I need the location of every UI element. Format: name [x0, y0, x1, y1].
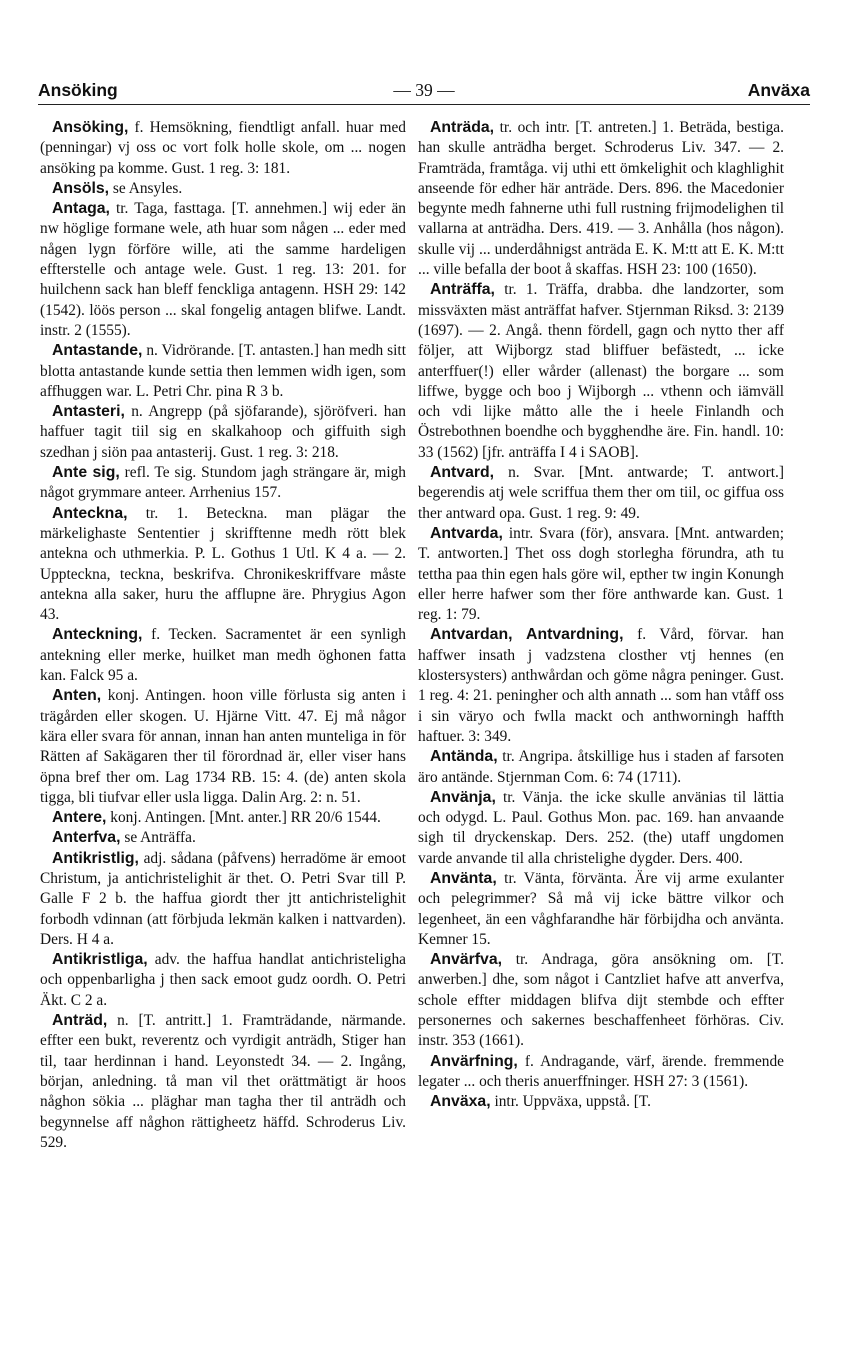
dictionary-entry [40, 686, 406, 808]
header-last-headword: Anväxa [747, 80, 810, 100]
dictionary-entry [418, 788, 784, 869]
entry-text: n. Svar. [Mnt. antwarde; T. antwort.] begerendis atj wele scriffua them ther om tiil, oc giffua oss ther antward opa. Gust. 1 reg. 9: 49. [418, 464, 784, 522]
entry-text: konj. Antingen. hoon ville förlusta sig anten i trägården eller skogen. U. Hjärne Vitt. 47. Ej må någor kära eller svara för annan, innan han anten munteliga in för Rätten af Sakägaren ther til förordnad är, eller viser hans öpna bref ther om. Lag 1734 RB. 15: 4. (de) anten skola tigga, bli tiufvar eller usla ligga. Dalin Arg. 2: n. 51. [40, 687, 406, 806]
page-header [38, 74, 810, 104]
entry-headword: Antvardan, Antvardning, [430, 626, 624, 644]
dictionary-entry [40, 341, 406, 402]
dictionary-entry [418, 118, 784, 280]
entry-headword: Antvarda, [430, 524, 503, 542]
entry-headword: Anväxa, [430, 1093, 491, 1111]
entry-text: tr. Taga, fasttaga. [T. annehmen.] wij eder än nw höglige formane wele, ath huar som någen ... eder med någen lygn förföre wille, ati the samme hardeligen effterstelle och antage wele. Gust. 1 reg. 13: 201. for huilchenn sack han bleff fenckliga antagenn. HSH 29: 142 (1542). löös person ... skal fongelig antagen blifwe. Landt. instr. 2 (1555). [40, 200, 406, 339]
entry-headword: Antikristliga, [52, 951, 148, 969]
dictionary-entry [418, 625, 784, 747]
entry-text: n. Angrepp (på sjöfarande), sjöröfveri. han haffuer tagit tiil sig en skalkahoop och giffuith sigh szedhan j siön paa antasterij. Gust. 1 reg. 3: 218. [40, 403, 406, 461]
entry-headword: Antvard, [430, 464, 495, 482]
dictionary-entry [40, 504, 406, 626]
entry-text: tr. och intr. [T. antreten.] 1. Beträda, bestiga. han skulle anträdha berget. Schroderus Liv. 347. — 2. Framträda, framtåga. vij uthi ett ömkelighit och klaghlighit anseende för edher här anträde. Ders. 896. the Macedonier begynte medh fahnerne uthi full rustning frijmodelighen til vallarna at anträdha. Ders. 419. — 3. Anhålla (hos någon). skulle vij ... underdåhnigst anträda E. K. M:tt att E. K. M:tt ... ville befalla der boot å skaffas. HSH 23: 100 (1650). [418, 119, 784, 279]
dictionary-entry [40, 849, 406, 950]
dictionary-entry [40, 808, 406, 828]
entry-headword: Ansöking, [52, 119, 129, 136]
entry-text: tr. 1. Beteckna. man plägar the märkelighaste Sententier j skrifftenne medh rött blek antekna och uthmerkia. P. L. Gothus 1 Utl. K 4 a. — 2. Uppteckna, teckna, beskrifva. Chronikeskriffvare måste antekna alla saker, huru the afflupne äre. Phrygius Agon 43. [40, 504, 406, 624]
entry-headword: Antaga, [52, 200, 110, 218]
dictionary-entry [40, 625, 406, 686]
page-number: — 39 — [393, 80, 455, 100]
entry-headword: Ansöls, [52, 179, 110, 197]
dictionary-entry [40, 118, 406, 179]
entry-text: refl. Te sig. Stundom jagh strängare är, migh något grymmare anteer. Arrhenius 157. [40, 464, 406, 502]
dictionary-entry [40, 828, 406, 848]
entry-headword: Anteckning, [52, 626, 143, 644]
entry-headword: Anteckna, [52, 504, 128, 522]
entry-headword: Antända, [430, 748, 498, 766]
entry-headword: Anträd, [52, 1012, 108, 1030]
left-column [40, 118, 406, 1153]
dictionary-entry [418, 524, 784, 625]
entry-headword: Använja, [430, 788, 496, 806]
entry-text: tr. 1. Träffa, drabba. dhe landzorter, som missväxten mäst anträffat hafver. Stjernman Riksd. 3: 2139 (1697). — 2. Angå. thenn fördell, gagn och nytto ther aff följer, att Wijborgz stad bliffuer befästedt, ... icke anterffuer(!) eller wårder (allenast) the borgare ... som liffwe, bygge och boo j Wijborgh ... vthenn och iämväll och vdi lijke måtto alle the i heele Finlandh och Östrebothnen boendhe och bygghendhe äre. Fin. handl. 10: 33 (1562) [jfr. anträffa I 4 i SAOB]. [418, 281, 784, 461]
right-column [418, 118, 784, 1113]
entry-text: f. Hemsökning, fiendtligt anfall. huar med (penningar) vj oss oc vort folk holle skole, om ... nogen ansöking pa komme. Gust. 1 reg. 3: 181. [40, 119, 406, 177]
dictionary-entry [418, 869, 784, 950]
dictionary-entry [418, 1052, 784, 1093]
dictionary-entry [418, 747, 784, 788]
entry-text: n. Vidrörande. [T. antasten.] han medh sitt blotta antastande kunde settia then lemmen widh igen, som affhuggen war. L. Petri Chr. pina R 3 b. [40, 342, 406, 400]
entry-headword: Antere, [52, 809, 107, 827]
entry-headword: Anvärfning, [430, 1052, 518, 1070]
dictionary-entry [40, 199, 406, 341]
entry-text: intr. Svara (för), ansvara. [Mnt. antwarden; T. antworten.] Thet oss dogh storlegha förundra, ath tu tettha paa thin egen hals göre wil, epther tw ingin Konungh eller herre hafwer som ther före anthwarde kan. Gust. 1 reg. 1: 79. [418, 524, 784, 624]
dictionary-entry [40, 1011, 406, 1153]
entry-headword: Anterfva, [52, 829, 121, 847]
dictionary-entry [418, 950, 784, 1051]
dictionary-entry [40, 179, 406, 199]
entry-text: tr. Vänja. the icke skulle använias til lättia och odygd. L. Paul. Gothus Mon. pac. 169. han anvaande sigh til dryckenskap. Ders. 252. (the) utaff ungdomen varde anvande til alla christelighe dygder. Ders. 400. [418, 788, 784, 867]
entry-headword: Antasteri, [52, 403, 125, 421]
entry-text: intr. Uppväxa, uppstå. [T. [490, 1093, 652, 1111]
entry-headword: Anten, [52, 687, 102, 705]
dictionary-entry [40, 402, 406, 463]
entry-text: adj. sådana (påfvens) herradöme är emoot Christum, ja antichristelighit är thet. O. Petri Svar till P. Galle F 2 b. the haffua giordt ther jtt antichristelighit forbodh vdinnan (att förbjuda lekmän kalken i nattvarden). Ders. H 4 a. [40, 849, 406, 948]
entry-headword: Antastande, [52, 342, 143, 360]
entry-headword: Anträffa, [430, 281, 495, 299]
entry-text: tr. Vänta, förvänta. Äre vij arme exulanter och pelegrimmer? Så må vij icke bättre vilkor och legenheet, än een våghfarandhe här förbijdha och använta. Kemner 15. [418, 869, 784, 948]
dictionary-entry [40, 463, 406, 504]
entry-headword: Anvärfva, [430, 951, 502, 969]
entry-headword: Använta, [430, 869, 497, 887]
entry-text: konj. Antingen. [Mnt. anter.] RR 20/6 1544. [106, 809, 381, 827]
entry-text: se Anträffa. [120, 829, 196, 847]
dictionary-entry [418, 280, 784, 463]
entry-text: f. Vård, förvar. han haffwer insath j vadzstena closther vtj hennes (en klostersysters) anthwårdan och göme några peninger. Gust. 1 reg. 4: 21. peningher och alth annath ... som han vtåff oss i sin väryo och fwlla mackt och anthworningh haffth haftuer. 3: 349. [418, 626, 784, 745]
entry-headword: Ante sig, [52, 464, 120, 482]
header-rule [38, 104, 810, 105]
entry-text: f. Andragande, värf, ärende. fremmende legater ... och theris anuerffninger. HSH 27: 3 (1561). [418, 1052, 784, 1090]
entry-text: se Ansyles. [109, 179, 183, 197]
dictionary-entry [40, 950, 406, 1011]
dictionary-entry [418, 463, 784, 524]
entry-text: tr. Andraga, göra ansökning om. [T. anwerben.] dhe, som något i Cantzliet hafve att anverfva, schole effter middagen blifva dijt stembde och effter personernes och sakernes beschaffenheet förhöras. Civ. instr. 353 (1661). [418, 951, 784, 1050]
entry-text: n. [T. antritt.] 1. Framträdande, närmande. effter een bukt, reverentz och vyrdigit anträdh, Stiger han til, taar herdinnan i hand. Leyonstedt 34. — 2. Ingång, början, anledning. tå man vil thet orättmätigt är hoos någhon sökia ... pläghar man tagha ther til anträdh och begynnelse aff någhon rättigheetz häffd. Schroderus Liv. 529. [40, 1012, 406, 1151]
entry-text: tr. Angripa. åtskillige hus i staden af farsoten äro antände. Stjernman Com. 6: 74 (1711). [418, 748, 784, 786]
entry-text: f. Tecken. Sacramentet är een synligh antekning eller merke, huilket man medh öghonen fatta kan. Falck 95 a. [40, 626, 406, 685]
entry-headword: Anträda, [430, 119, 495, 136]
entry-text: adv. the haffua handlat antichristeligha och oppenbarligha j then sack emoot gudz oordh. O. Petri Äkt. C 2 a. [40, 951, 406, 1009]
header-first-headword: Ansöking [38, 80, 118, 100]
dictionary-entry [418, 1092, 784, 1112]
entry-headword: Antikristlig, [52, 849, 139, 867]
